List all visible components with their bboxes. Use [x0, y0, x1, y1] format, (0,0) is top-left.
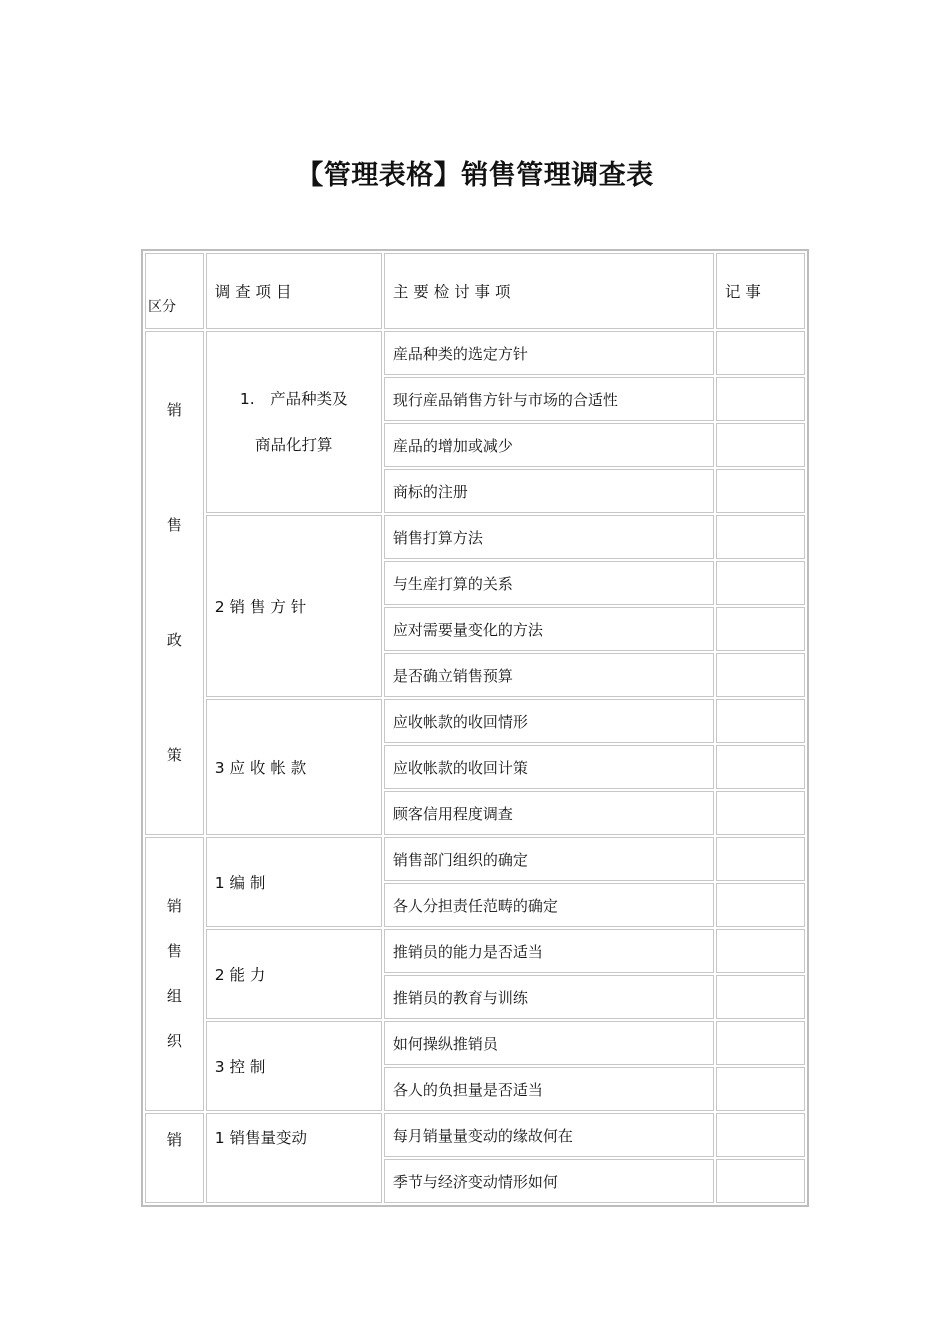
- header-category: 调 查 项 目: [206, 253, 382, 329]
- item-cell: 各人的负担量是否适当: [384, 1067, 714, 1111]
- memo-cell[interactable]: [716, 607, 805, 651]
- section-char: 策: [166, 746, 182, 764]
- table-row: [145, 1021, 805, 1065]
- category-cell-control: 3 控 制: [206, 1021, 382, 1111]
- item-cell: 産品的增加或减少: [384, 423, 714, 467]
- memo-cell[interactable]: [716, 1159, 805, 1203]
- item-cell: 现行産品销售方针与市场的合适性: [384, 377, 714, 421]
- memo-cell[interactable]: [716, 331, 805, 375]
- memo-cell[interactable]: [716, 515, 805, 559]
- category-cell-volume-change: 1 销售量变动: [206, 1113, 382, 1203]
- memo-cell[interactable]: [716, 837, 805, 881]
- category-cell-receivables: 3 应 收 帐 款: [206, 699, 382, 835]
- section-char: 销: [166, 401, 182, 419]
- memo-cell[interactable]: [716, 1067, 805, 1111]
- header-row: [145, 253, 805, 329]
- memo-cell[interactable]: [716, 1113, 805, 1157]
- table-row: [145, 515, 805, 559]
- memo-cell[interactable]: [716, 975, 805, 1019]
- item-cell: 与生産打算的关系: [384, 561, 714, 605]
- table-row: [145, 1113, 805, 1157]
- memo-cell[interactable]: [716, 791, 805, 835]
- memo-cell[interactable]: [716, 423, 805, 467]
- memo-cell[interactable]: [716, 699, 805, 743]
- table-row: [145, 837, 805, 881]
- category-cell-sales-policy: 2 销 售 方 针: [206, 515, 382, 697]
- item-cell: 推销员的教育与训练: [384, 975, 714, 1019]
- item-cell: 应收帐款的收回计策: [384, 745, 714, 789]
- category-cell-product: [206, 331, 382, 513]
- item-cell: 应收帐款的收回情形: [384, 699, 714, 743]
- table-row: [145, 331, 805, 375]
- section-char: 组: [166, 987, 182, 1005]
- memo-cell[interactable]: [716, 653, 805, 697]
- header-memo: 记 事: [716, 253, 805, 329]
- section-char: 售: [166, 942, 182, 960]
- item-cell: 每月销量量变动的缘故何在: [384, 1113, 714, 1157]
- section-cell-sales-volume: [145, 1113, 204, 1203]
- category-cell-ability: 2 能 力: [206, 929, 382, 1019]
- memo-cell[interactable]: [716, 377, 805, 421]
- header-item: 主 要 检 讨 事 项: [384, 253, 714, 329]
- category-label-line2: 商品化打算: [255, 436, 333, 454]
- section-char: 政: [166, 631, 182, 649]
- memo-cell[interactable]: [716, 929, 805, 973]
- category-cell-staffing: 1 编 制: [206, 837, 382, 927]
- table-row: [145, 699, 805, 743]
- item-cell: 如何操纵推销员: [384, 1021, 714, 1065]
- section-char: 售: [166, 516, 182, 534]
- item-cell: 顾客信用程度调查: [384, 791, 714, 835]
- memo-cell[interactable]: [716, 745, 805, 789]
- section-char: 销: [166, 1131, 183, 1149]
- item-cell: 推销员的能力是否适当: [384, 929, 714, 973]
- survey-table: [141, 249, 809, 1207]
- item-cell: 各人分担责任范畴的确定: [384, 883, 714, 927]
- item-cell: 商标的注册: [384, 469, 714, 513]
- memo-cell[interactable]: [716, 561, 805, 605]
- section-char: 织: [166, 1032, 182, 1050]
- item-cell: 应对需要量变化的方法: [384, 607, 714, 651]
- memo-cell[interactable]: [716, 1021, 805, 1065]
- section-char: 销: [166, 897, 182, 915]
- category-label-line1: 1. 产品种类及: [239, 390, 348, 408]
- section-cell-sales-org: [145, 837, 204, 1111]
- item-cell: 销售打算方法: [384, 515, 714, 559]
- header-section: 区分: [145, 253, 204, 329]
- item-cell: 季节与经济变动情形如何: [384, 1159, 714, 1203]
- item-cell: 是否确立销售预算: [384, 653, 714, 697]
- document-title: 【管理表格】销售管理调查表: [296, 160, 654, 191]
- table-row: [145, 929, 805, 973]
- memo-cell[interactable]: [716, 883, 805, 927]
- section-cell-sales-policy: [145, 331, 204, 835]
- memo-cell[interactable]: [716, 469, 805, 513]
- item-cell: 産品种类的选定方针: [384, 331, 714, 375]
- item-cell: 销售部门组织的确定: [384, 837, 714, 881]
